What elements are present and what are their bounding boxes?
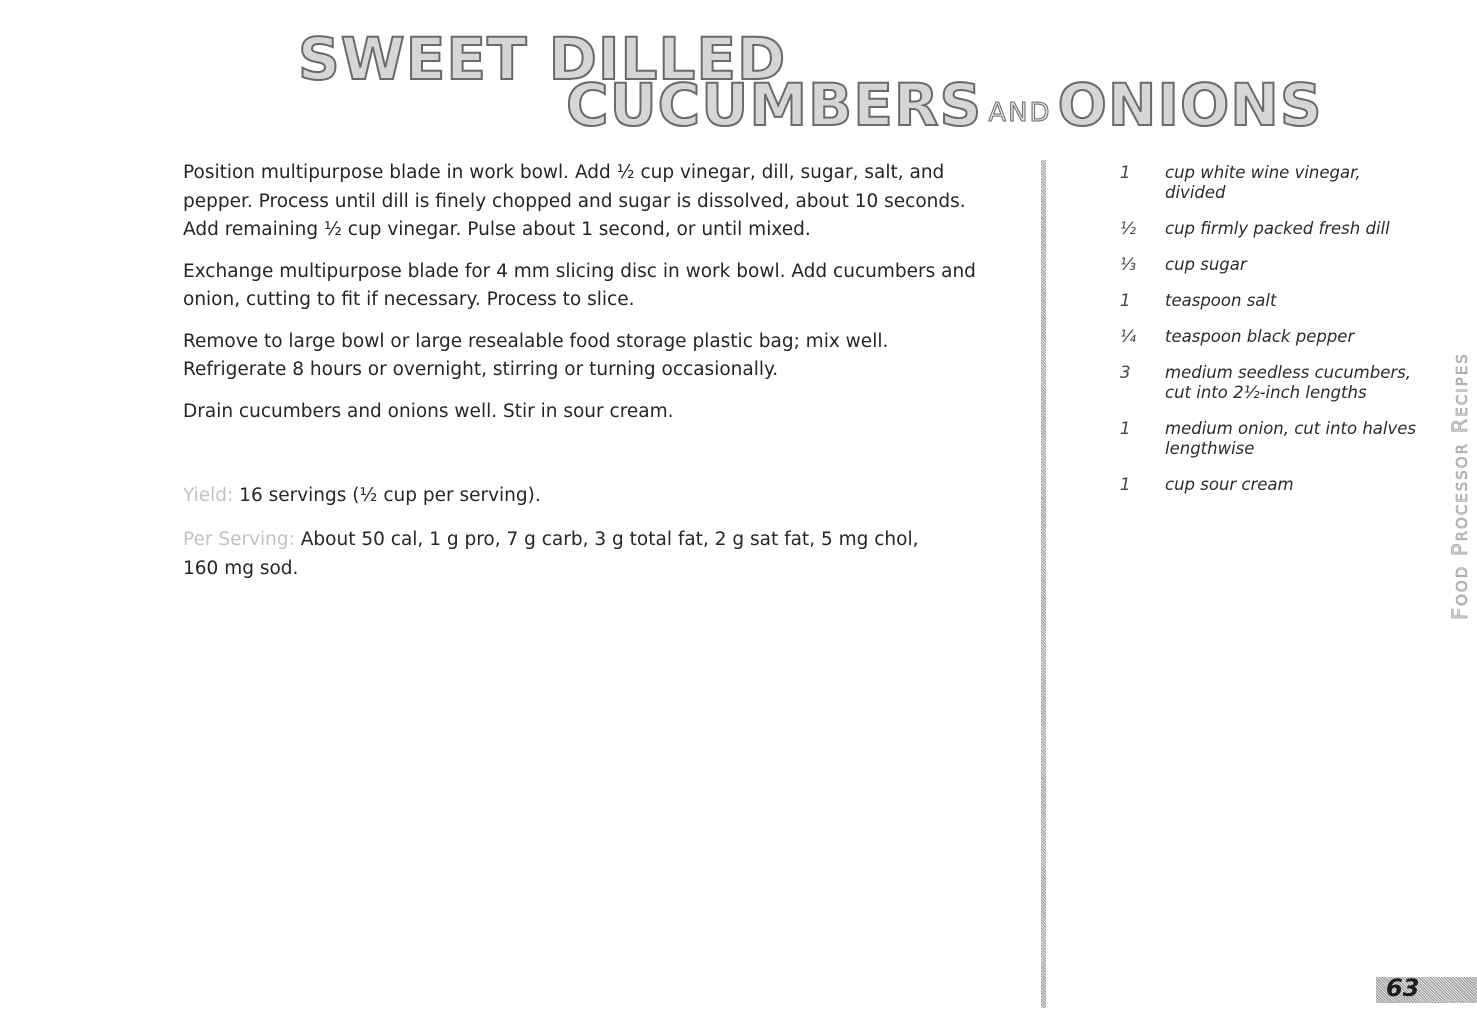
- yield-label: Yield:: [183, 485, 234, 506]
- ingredient-quantity: 1: [1120, 291, 1131, 310]
- direction-step: Remove to large bowl or large resealable food storage plastic bag; mix well. Refrigerate 8 hours or overnight, stirring or turning occasionally.: [183, 330, 889, 380]
- ingredient-quantity: 1: [1120, 475, 1131, 494]
- ingredient-text: medium seedless cucumbers, cut into 2½-inch lengths: [1165, 363, 1411, 402]
- page-number: 63: [1386, 974, 1420, 1002]
- ingredient-text: cup firmly packed fresh dill: [1165, 219, 1390, 238]
- ingredient-item: [1120, 363, 1420, 403]
- title-word-onions: ONIONS: [1057, 71, 1323, 139]
- section-side-label: Food Processor Recipes: [1448, 352, 1472, 620]
- yield-value: 16 servings (½ cup per serving).: [239, 485, 541, 506]
- ingredient-quantity: ⅓: [1120, 255, 1136, 274]
- ingredient-quantity: ½: [1120, 219, 1136, 238]
- ingredient-quantity: ¼: [1120, 327, 1136, 346]
- nutrition-info: [183, 526, 943, 583]
- ingredient-item: [1120, 219, 1420, 239]
- ingredient-item: [1120, 327, 1420, 347]
- per-serving-value: About 50 cal, 1 g pro, 7 g carb, 3 g total fat, 2 g sat fat, 5 mg chol, 160 mg sod.: [183, 529, 919, 579]
- recipe-title-line-2: [566, 71, 1323, 139]
- directions: [183, 159, 983, 439]
- ingredient-text: teaspoon black pepper: [1165, 327, 1355, 346]
- title-word-and: AND: [988, 98, 1052, 128]
- ingredient-quantity: 1: [1120, 419, 1131, 438]
- ingredient-item: [1120, 419, 1420, 459]
- ingredient-text: cup sour cream: [1165, 475, 1294, 494]
- ingredient-quantity: 1: [1120, 163, 1131, 182]
- ingredient-item: [1120, 255, 1420, 275]
- ingredient-text: cup white wine vinegar, divided: [1165, 163, 1361, 202]
- direction-step: Position multipurpose blade in work bowl. Add ½ cup vinegar, dill, sugar, salt, and pepper. Process until dill is finely chopped and sugar is dissolved, about 10 seconds. Add remaining ½ cup vinegar. Pulse about 1 second, or until mixed.: [183, 162, 966, 240]
- yield-line: [183, 482, 983, 511]
- ingredient-list: [1120, 163, 1420, 511]
- direction-step: Exchange multipurpose blade for 4 mm slicing disc in work bowl. Add cucumbers and onion, cutting to fit if necessary. Process to slice.: [183, 260, 976, 310]
- ingredient-text: cup sugar: [1165, 255, 1247, 274]
- recipe-title-line-1: SWEET DILLED: [298, 25, 787, 93]
- ingredient-item: [1120, 163, 1420, 203]
- ingredient-text: teaspoon salt: [1165, 291, 1277, 310]
- ingredient-text: medium onion, cut into halves lengthwise: [1165, 419, 1416, 458]
- column-divider: [1041, 160, 1046, 1008]
- per-serving-label: Per Serving:: [183, 529, 295, 550]
- direction-step: Drain cucumbers and onions well. Stir in sour cream.: [183, 400, 674, 422]
- ingredient-item: [1120, 291, 1420, 311]
- title-word-cucumbers: CUCUMBERS: [566, 71, 983, 139]
- ingredient-quantity: 3: [1120, 363, 1131, 382]
- ingredient-item: [1120, 475, 1420, 495]
